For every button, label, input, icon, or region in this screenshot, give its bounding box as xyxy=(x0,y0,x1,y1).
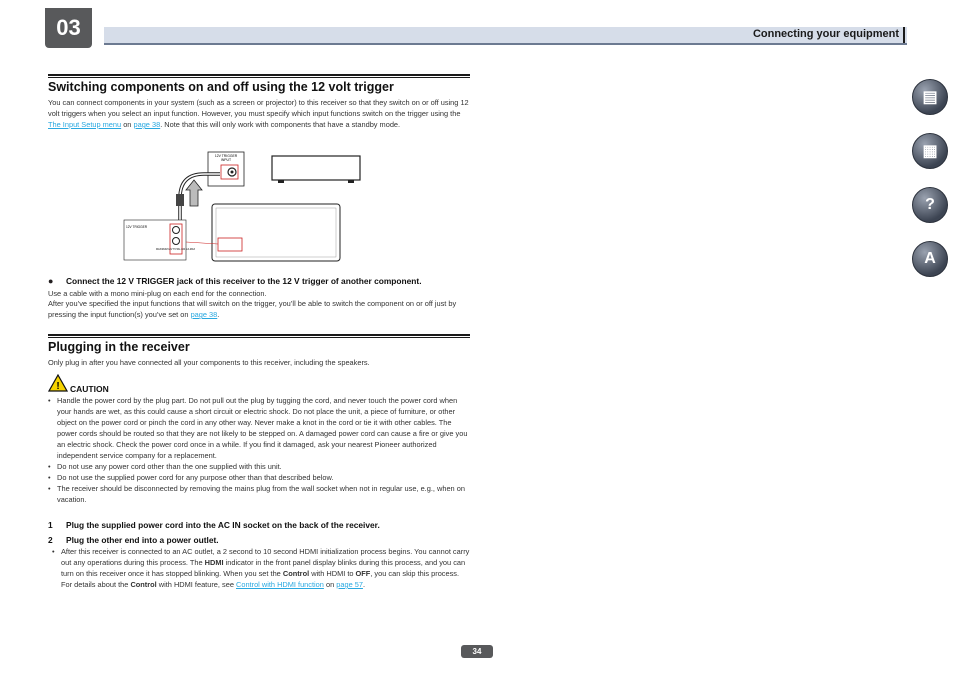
note-text: After you’ve specified the input functions that will switch on the trigger, you’ll be able to switch the component on or off just by pressing the input function(s) you’ve set on xyxy=(48,299,457,319)
control-hdmi-link[interactable]: Control with HDMI function xyxy=(236,580,324,589)
step-2-text: Plug the other end into a power outlet. xyxy=(66,535,219,545)
hdmi-label: HDMI xyxy=(204,558,224,567)
section-title-plugging: Plugging in the receiver xyxy=(48,340,190,354)
remote-icon[interactable]: ▦ xyxy=(912,133,948,169)
intro-text: . Note that this will only work with components that have a standby mode. xyxy=(160,120,401,129)
intro-text: on xyxy=(121,120,134,129)
instruction-text: Connect the 12 V TRIGGER jack of this receiver to the 12 V trigger of another component. xyxy=(66,276,422,286)
trigger-connection-diagram xyxy=(120,148,370,273)
trigger-input-label-1: 12V TRIGGER xyxy=(214,154,238,158)
note-text: on xyxy=(323,580,337,589)
step-2-number: 2 xyxy=(48,535,53,545)
caution-label: CAUTION xyxy=(70,384,109,394)
mini-plug xyxy=(176,194,184,206)
arrow-icon xyxy=(186,180,202,206)
page-title: Connecting your equipment xyxy=(752,28,899,40)
section-rule xyxy=(48,74,470,76)
note-text: with HDMI to xyxy=(309,569,356,578)
step-2-note-item xyxy=(52,546,470,590)
trigger-max-label: MAXIMUM 12V TOTAL 100 mA MAX xyxy=(156,248,196,251)
control-label: Control xyxy=(282,569,310,578)
note-trigger xyxy=(48,298,470,320)
note-text: . xyxy=(362,580,366,589)
intro-text: You can connect components in your system (such as a screen or projector) to this receiver so that they switch on or off using 12 volt triggers when you select an input function. However, you must specify which input functions switch on the trigger using the xyxy=(48,98,469,118)
caution-block xyxy=(48,374,109,397)
page-link[interactable]: page 38 xyxy=(190,310,218,319)
caution-item: • Do not use any power cord other than the one supplied with this unit. xyxy=(48,461,470,472)
step-1-number: 1 xyxy=(48,520,53,530)
off-label: OFF xyxy=(355,569,371,578)
receiver-back-panel xyxy=(212,204,340,261)
caution-list xyxy=(48,395,470,505)
caution-icon xyxy=(48,374,68,392)
caution-item: • Handle the power cord by the plug part. Do not pull out the plug by tugging the cord, and never touch the power cord when your hands are wet, as this could cause a short circuit or electric shock. Do not place the unit, a piece of furniture, or other object on the power cord or pinch the cord in any other way. Never make a knot in the cord or tie it with other cables. The power cords should be routed so that they are not likely to be stepped on. A damaged power cord can cause a fire or give you an electric shock. Check the power cord once in a while. If you find it damaged, ask your nearest Pioneer authorized independent service company for a replacement. xyxy=(48,395,470,461)
bullet-dot: ● xyxy=(48,276,54,286)
svg-text:!: ! xyxy=(56,381,60,392)
section-intro xyxy=(48,97,470,130)
page-link[interactable]: page 57 xyxy=(336,580,363,589)
caution-item: • The receiver should be disconnected by removing the mains plug from the wall socket when not in regular use, e.g., when on vacation. xyxy=(48,483,470,505)
note-text: indicator in the front panel display blinks during this process, and you can turn on this receiver once it has stopped blinking. When you set the xyxy=(61,558,466,578)
trigger-input-label-2: INPUT xyxy=(220,158,232,162)
step-2-note xyxy=(52,546,470,590)
caution-item: • Do not use the supplied power cord for any purpose other than that described below. xyxy=(48,472,470,483)
page-number: 34 xyxy=(461,645,493,658)
abc-icon[interactable]: A xyxy=(912,241,948,277)
note-cable: Use a cable with a mono mini-plug on each end for the connection. xyxy=(48,289,267,298)
page-link[interactable]: page 38 xyxy=(133,120,161,129)
chapter-number: 03 xyxy=(45,8,92,48)
section-title-trigger: Switching components on and off using the 12 volt trigger xyxy=(48,80,394,94)
control-label: Control xyxy=(130,580,157,589)
note-text: with HDMI feature, see xyxy=(156,580,236,589)
faq-icon[interactable]: ? xyxy=(912,187,948,223)
header-bar xyxy=(104,27,907,45)
note-text: , you can skip this process. For details about the xyxy=(61,569,460,589)
receiver-trigger-label: 12V TRIGGER xyxy=(126,225,148,229)
plugging-intro: Only plug in after you have connected all your components to this receiver, including the speakers. xyxy=(48,358,370,367)
input-setup-link[interactable]: The Input Setup menu xyxy=(48,120,122,129)
step-1-text: Plug the supplied power cord into the AC IN socket on the back of the receiver. xyxy=(66,520,380,530)
note-text: After this receiver is connected to an AC outlet, a 2 second to 10 second HDMI initialization process begins. You cannot carry out any operations during this process. The xyxy=(61,547,470,567)
external-component xyxy=(272,156,360,180)
section-rule xyxy=(48,334,470,336)
book-icon[interactable]: ▤ xyxy=(912,79,948,115)
note-text: . xyxy=(217,310,220,319)
